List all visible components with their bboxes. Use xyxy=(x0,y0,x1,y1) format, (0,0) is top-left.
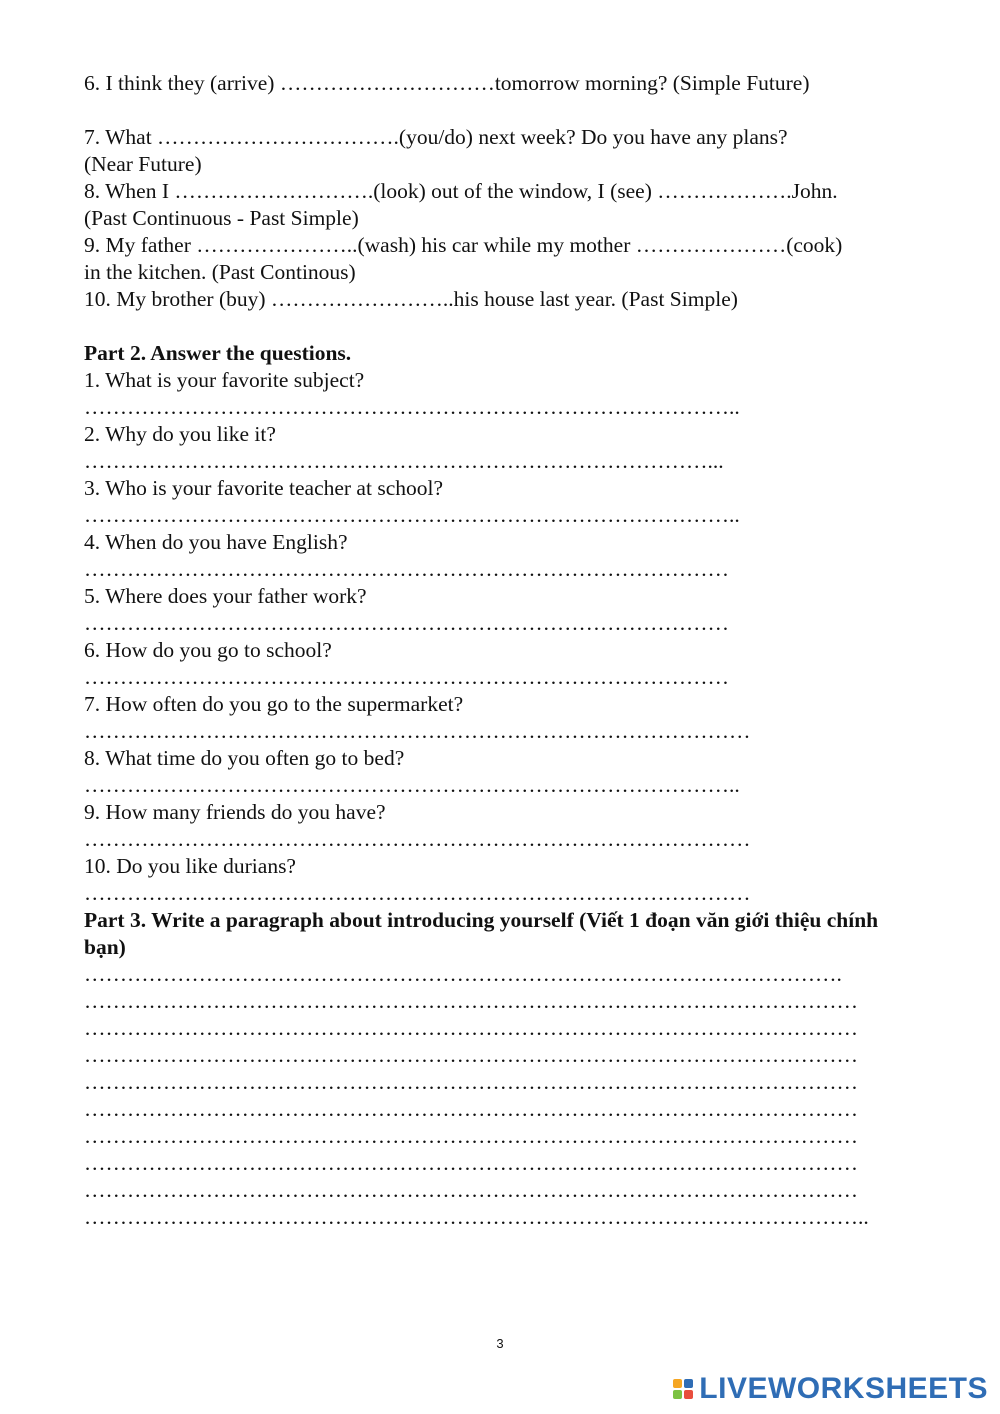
writing-line[interactable]: ……………………………………………………………………………………………… xyxy=(84,1070,858,1094)
logo-mark-square xyxy=(684,1390,693,1399)
worksheet-page xyxy=(84,70,924,1231)
exercise-item: (Near Future) xyxy=(84,152,202,176)
part3-section xyxy=(84,907,924,1231)
answer-line-3[interactable]: ……………………………………………………………………………….. xyxy=(84,503,740,527)
writing-line[interactable]: ……………………………………………………………………………………………… xyxy=(84,1151,858,1175)
question-8: 8. What time do you often go to bed? xyxy=(84,746,405,770)
exercise-item: 6. I think they (arrive) …………………………tomorrow morning? (Simple Future) xyxy=(84,71,810,95)
page-number: 3 xyxy=(496,1336,504,1351)
writing-line[interactable]: ……………………………………………………………………………………………… xyxy=(84,989,858,1013)
answer-line-10[interactable]: ………………………………………………………………………………… xyxy=(84,881,751,905)
question-7: 7. How often do you go to the supermarket? xyxy=(84,692,464,716)
question-5: 5. Where does your father work? xyxy=(84,584,367,608)
answer-line-9[interactable]: ………………………………………………………………………………… xyxy=(84,827,751,851)
brand-name: LIVEWORKSHEETS xyxy=(699,1372,988,1405)
writing-line[interactable]: ……………………………………………………………………………………………… xyxy=(84,1097,858,1121)
part1-continued xyxy=(84,70,924,313)
question-4: 4. When do you have English? xyxy=(84,530,348,554)
writing-line[interactable]: ……………………………………………………………………………………………… xyxy=(84,1043,858,1067)
exercise-item: 10. My brother (buy) ……………………..his house last year. (Past Simple) xyxy=(84,287,738,311)
question-3: 3. Who is your favorite teacher at school? xyxy=(84,476,444,500)
writing-line[interactable]: ……………………………………………………………………………………………. xyxy=(84,962,842,986)
logo-mark-icon xyxy=(673,1379,693,1399)
question-9: 9. How many friends do you have? xyxy=(84,800,386,824)
logo-mark-square xyxy=(673,1390,682,1399)
logo-mark-square xyxy=(673,1379,682,1388)
part2-heading: Part 2. Answer the questions. xyxy=(84,341,352,365)
part3-heading: Part 3. Write a paragraph about introducing yourself (Viết 1 đoạn văn giới thiệu chính bạn) xyxy=(84,908,879,959)
answer-line-6[interactable]: ……………………………………………………………………………… xyxy=(84,665,729,689)
spacer xyxy=(84,97,924,124)
part2-section xyxy=(84,340,924,907)
exercise-item: in the kitchen. (Past Continous) xyxy=(84,260,356,284)
answer-line-1[interactable]: ……………………………………………………………………………….. xyxy=(84,395,740,419)
exercise-item: 7. What …………………………….(you/do) next week? Do you have any plans? xyxy=(84,125,788,149)
writing-line[interactable]: ……………………………………………………………………………………………… xyxy=(84,1016,858,1040)
question-1: 1. What is your favorite subject? xyxy=(84,368,365,392)
liveworksheets-logo[interactable] xyxy=(673,1374,988,1404)
answer-line-4[interactable]: ……………………………………………………………………………… xyxy=(84,557,729,581)
writing-line[interactable]: ……………………………………………………………………………………………… xyxy=(84,1124,858,1148)
logo-mark-square xyxy=(684,1379,693,1388)
exercise-item: 8. When I ……………………….(look) out of the window, I (see) ……………….John. xyxy=(84,179,838,203)
question-10: 10. Do you like durians? xyxy=(84,854,296,878)
question-2: 2. Why do you like it? xyxy=(84,422,276,446)
answer-line-7[interactable]: ………………………………………………………………………………… xyxy=(84,719,751,743)
writing-line[interactable]: ……………………………………………………………………………………………….. xyxy=(84,1205,869,1229)
question-6: 6. How do you go to school? xyxy=(84,638,332,662)
writing-line[interactable]: ……………………………………………………………………………………………… xyxy=(84,1178,858,1202)
answer-line-5[interactable]: ……………………………………………………………………………… xyxy=(84,611,729,635)
spacer xyxy=(84,313,924,340)
answer-line-8[interactable]: ……………………………………………………………………………….. xyxy=(84,773,740,797)
exercise-item: (Past Continuous - Past Simple) xyxy=(84,206,359,230)
exercise-item: 9. My father …………………..(wash) his car while my mother …………………(cook) xyxy=(84,233,843,257)
answer-line-2[interactable]: ……………………………………………………………………………... xyxy=(84,449,724,473)
